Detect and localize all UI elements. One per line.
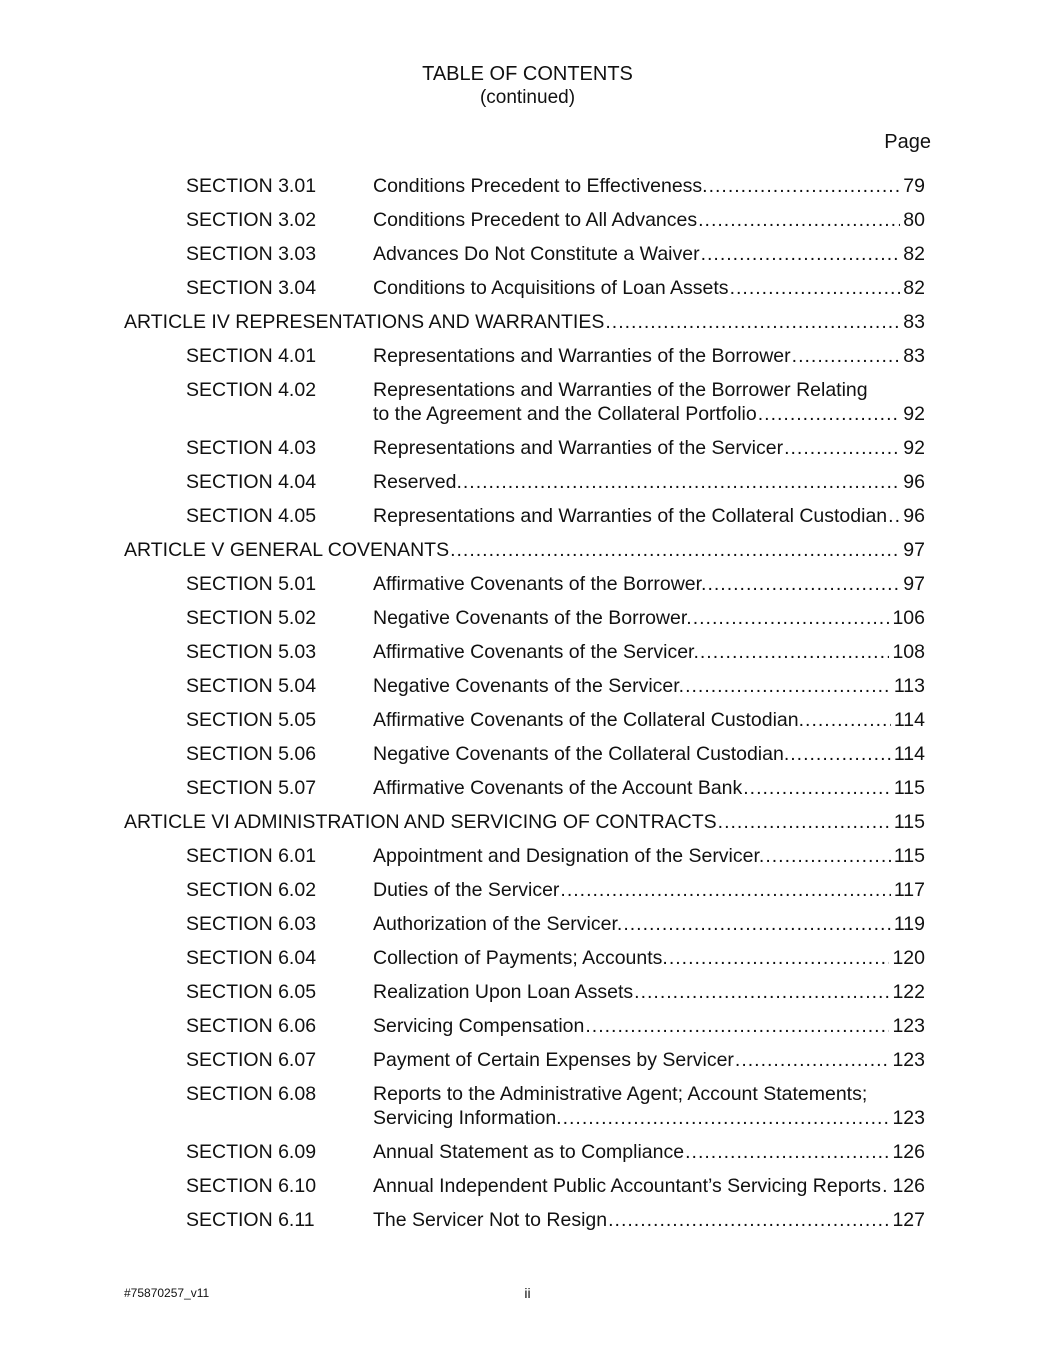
- section-number: SECTION 6.06: [186, 1015, 317, 1037]
- entry-title: [373, 208, 925, 232]
- section-number: SECTION 5.03: [186, 641, 317, 663]
- entry-page-number: 123: [892, 1049, 925, 1071]
- entry-page-number: 123: [892, 1107, 925, 1129]
- toc-section-entry[interactable]: [0, 174, 1055, 208]
- section-number: SECTION 4.03: [186, 437, 317, 459]
- entry-page-number: 96: [903, 505, 925, 527]
- toc-section-entry[interactable]: [0, 640, 1055, 674]
- section-number: SECTION 6.09: [186, 1141, 317, 1163]
- entry-title: [373, 1208, 925, 1232]
- dot-leader: [805, 708, 891, 732]
- toc-section-entry[interactable]: [0, 980, 1055, 1014]
- dot-leader: [707, 572, 900, 596]
- entry-title: [373, 674, 925, 698]
- entry-title: [373, 378, 925, 426]
- entry-title: [373, 470, 925, 494]
- entry-title-line: [373, 1082, 925, 1106]
- entry-title-text: Realization Upon Loan Assets: [373, 981, 634, 1003]
- entry-title-text: The Servicer Not to Resign: [373, 1209, 608, 1231]
- entry-title-text: Affirmative Covenants of the Account Bank: [373, 777, 743, 799]
- entry-title: [373, 1082, 925, 1130]
- entry-title-line: [373, 402, 925, 426]
- entry-title-text: Negative Covenants of the Servicer.: [373, 675, 685, 697]
- entry-title-text: Representations and Warranties of the Borrower: [373, 345, 791, 367]
- section-number: SECTION 5.05: [186, 709, 317, 731]
- entry-title-text: Collection of Payments; Accounts.: [373, 947, 668, 969]
- entry-page-number: 114: [893, 709, 925, 731]
- toc-list: [0, 174, 1055, 1242]
- entry-title-text: Representations and Warranties of the Borrower Relating: [373, 379, 868, 401]
- toc-section-entry[interactable]: [0, 1174, 1055, 1208]
- entry-title: [373, 980, 925, 1004]
- toc-section-entry[interactable]: [0, 242, 1055, 276]
- entry-page-number: 126: [892, 1141, 925, 1163]
- entry-title-text: Reports to the Administrative Agent; Account Statements;: [373, 1083, 868, 1105]
- entry-title-text: ARTICLE V GENERAL COVENANTS: [124, 539, 450, 561]
- entry-page-number: 92: [903, 403, 925, 425]
- entry-title-line: [373, 946, 925, 970]
- entry-page-number: 120: [892, 947, 925, 969]
- entry-title-line: [373, 1140, 925, 1164]
- entry-title-line: [373, 878, 925, 902]
- entry-title: [373, 504, 925, 528]
- entry-title: [373, 344, 925, 368]
- dot-leader: [608, 1208, 889, 1232]
- entry-page-number: 92: [903, 437, 925, 459]
- dot-leader: [585, 1014, 889, 1038]
- toc-section-entry[interactable]: [0, 344, 1055, 378]
- entry-title-line: [124, 538, 925, 562]
- dot-leader: [882, 1174, 889, 1198]
- section-number: SECTION 4.02: [186, 379, 317, 401]
- toc-article-entry[interactable]: [0, 310, 1055, 344]
- toc-title: TABLE OF CONTENTS: [422, 63, 633, 85]
- entry-title-line: [373, 436, 925, 460]
- entry-title-line: [373, 1106, 925, 1130]
- entry-title-text: Servicing Compensation: [373, 1015, 585, 1037]
- section-number: SECTION 3.04: [186, 277, 317, 299]
- section-number: SECTION 5.07: [186, 777, 317, 799]
- entry-page-number: 115: [893, 845, 925, 867]
- entry-title: [373, 946, 925, 970]
- section-number: SECTION 6.11: [186, 1209, 315, 1231]
- page-column-label: Page: [884, 131, 931, 153]
- entry-page-number: 106: [892, 607, 925, 629]
- section-number: SECTION 5.04: [186, 675, 317, 697]
- entry-title: [373, 708, 925, 732]
- entry-title: [373, 640, 925, 664]
- toc-section-entry[interactable]: [0, 436, 1055, 470]
- dot-leader: [792, 344, 901, 368]
- entry-title-line: [373, 640, 925, 664]
- entry-title-text: ARTICLE IV REPRESENTATIONS AND WARRANTIES: [124, 311, 605, 333]
- toc-section-entry[interactable]: [0, 572, 1055, 606]
- toc-section-entry[interactable]: [0, 674, 1055, 708]
- toc-section-entry[interactable]: [0, 776, 1055, 810]
- entry-title: [373, 606, 925, 630]
- entry-title: [124, 310, 925, 334]
- dot-leader: [634, 980, 889, 1004]
- entry-page-number: 79: [903, 175, 925, 197]
- dot-leader: [888, 504, 900, 528]
- toc-section-entry[interactable]: [0, 1014, 1055, 1048]
- entry-title-text: Servicing Information.: [373, 1107, 562, 1129]
- section-number: SECTION 4.01: [186, 345, 317, 367]
- entry-page-number: 82: [903, 243, 925, 265]
- entry-title-line: [373, 1048, 925, 1072]
- entry-page-number: 96: [903, 471, 925, 493]
- toc-section-entry[interactable]: [0, 844, 1055, 878]
- entry-page-number: 82: [903, 277, 925, 299]
- toc-section-entry[interactable]: [0, 504, 1055, 538]
- section-number: SECTION 6.04: [186, 947, 317, 969]
- dot-leader: [560, 878, 890, 902]
- dot-leader: [450, 538, 900, 562]
- entry-title-line: [373, 1014, 925, 1038]
- section-number: SECTION 4.05: [186, 505, 317, 527]
- entry-title-text: Conditions Precedent to All Advances: [373, 209, 698, 231]
- toc-section-entry[interactable]: [0, 946, 1055, 980]
- entry-page-number: 108: [892, 641, 925, 663]
- dot-leader: [765, 844, 891, 868]
- dot-leader: [758, 402, 901, 426]
- dot-leader: [790, 742, 891, 766]
- dot-leader: [743, 776, 891, 800]
- entry-title: [373, 1174, 925, 1198]
- section-number: SECTION 3.02: [186, 209, 317, 231]
- entry-title-text: Annual Independent Public Accountant’s Servicing Reports: [373, 1175, 882, 1197]
- section-number: SECTION 6.03: [186, 913, 317, 935]
- entry-title-line: [373, 470, 925, 494]
- dot-leader: [735, 1048, 890, 1072]
- entry-title: [373, 844, 925, 868]
- entry-title-text: Advances Do Not Constitute a Waiver: [373, 243, 700, 265]
- toc-section-entry[interactable]: [0, 1048, 1055, 1082]
- toc-section-entry[interactable]: [0, 470, 1055, 504]
- entry-title-line: [373, 1208, 925, 1232]
- section-number: SECTION 6.07: [186, 1049, 317, 1071]
- entry-page-number: 115: [893, 811, 925, 833]
- dot-leader: [701, 242, 901, 266]
- dot-leader: [685, 674, 891, 698]
- entry-page-number: 117: [893, 879, 925, 901]
- toc-section-entry[interactable]: [0, 912, 1055, 946]
- entry-title-text: Payment of Certain Expenses by Servicer: [373, 1049, 734, 1071]
- entry-title-line: [373, 242, 925, 266]
- toc-section-entry[interactable]: [0, 208, 1055, 242]
- entry-title: [373, 436, 925, 460]
- entry-title: [373, 174, 925, 198]
- section-number: SECTION 5.06: [186, 743, 317, 765]
- section-number: SECTION 6.10: [186, 1175, 317, 1197]
- entry-page-number: 83: [903, 311, 925, 333]
- dot-leader: [784, 436, 900, 460]
- entry-title: [373, 1140, 925, 1164]
- entry-title-line: [124, 810, 925, 834]
- entry-page-number: 113: [893, 675, 925, 697]
- entry-page-number: 119: [893, 913, 925, 935]
- entry-title-text: Annual Statement as to Compliance: [373, 1141, 685, 1163]
- toc-subtitle: (continued): [479, 87, 576, 108]
- toc-section-entry[interactable]: [0, 878, 1055, 912]
- section-number: SECTION 5.02: [186, 607, 317, 629]
- entry-title: [373, 572, 925, 596]
- toc-section-entry[interactable]: [0, 742, 1055, 776]
- entry-title: [124, 810, 925, 834]
- entry-title-line: [373, 912, 925, 936]
- toc-section-entry[interactable]: [0, 378, 1055, 436]
- document-id: #75870257_v11: [124, 1286, 210, 1300]
- entry-title-line: [373, 208, 925, 232]
- entry-title-text: Representations and Warranties of the Servicer: [373, 437, 784, 459]
- entry-title-line: [373, 1174, 925, 1198]
- entry-page-number: 97: [903, 539, 925, 561]
- dot-leader: [669, 946, 890, 970]
- dot-leader: [605, 310, 900, 334]
- dot-leader: [730, 276, 901, 300]
- entry-title-line: [373, 742, 925, 766]
- toc-section-entry[interactable]: [0, 606, 1055, 640]
- entry-title: [373, 242, 925, 266]
- entry-title: [373, 742, 925, 766]
- toc-section-entry[interactable]: [0, 1082, 1055, 1140]
- dot-leader: [709, 174, 901, 198]
- entry-title-line: [373, 776, 925, 800]
- dot-leader: [693, 606, 890, 630]
- entry-title-text: Negative Covenants of the Collateral Custodian.: [373, 743, 790, 765]
- entry-page-number: 97: [903, 573, 925, 595]
- toc-section-entry[interactable]: [0, 1140, 1055, 1174]
- entry-title: [124, 538, 925, 562]
- page-number: ii: [524, 1285, 531, 1301]
- toc-article-entry[interactable]: [0, 810, 1055, 844]
- entry-title-text: Representations and Warranties of the Collateral Custodian: [373, 505, 888, 527]
- entry-title-text: ARTICLE VI ADMINISTRATION AND SERVICING OF CONTRACTS: [124, 811, 717, 833]
- entry-title-line: [373, 572, 925, 596]
- entry-page-number: 83: [903, 345, 925, 367]
- dot-leader: [698, 208, 900, 232]
- section-number: SECTION 6.05: [186, 981, 317, 1003]
- dot-leader: [563, 1106, 890, 1130]
- toc-article-entry[interactable]: [0, 538, 1055, 572]
- entry-title: [373, 776, 925, 800]
- entry-title-line: [373, 708, 925, 732]
- entry-title-text: Authorization of the Servicer.: [373, 913, 623, 935]
- dot-leader: [463, 470, 900, 494]
- entry-page-number: 114: [893, 743, 925, 765]
- entry-title-line: [373, 174, 925, 198]
- dot-leader: [718, 810, 891, 834]
- entry-title-line: [373, 378, 925, 402]
- entry-page-number: 80: [903, 209, 925, 231]
- entry-title-line: [373, 276, 925, 300]
- toc-section-entry[interactable]: [0, 1208, 1055, 1242]
- section-number: SECTION 3.03: [186, 243, 317, 265]
- entry-title: [373, 1014, 925, 1038]
- entry-title-line: [373, 504, 925, 528]
- entry-title-text: Reserved.: [373, 471, 462, 493]
- entry-title-text: Affirmative Covenants of the Collateral Custodian.: [373, 709, 805, 731]
- section-number: SECTION 4.04: [186, 471, 317, 493]
- entry-title: [373, 276, 925, 300]
- entry-page-number: 122: [892, 981, 925, 1003]
- entry-title: [373, 1048, 925, 1072]
- entry-title-line: [373, 674, 925, 698]
- entry-title-text: Conditions to Acquisitions of Loan Assets: [373, 277, 729, 299]
- entry-title: [373, 878, 925, 902]
- entry-title-text: Affirmative Covenants of the Servicer.: [373, 641, 699, 663]
- entry-title-line: [373, 344, 925, 368]
- entry-title-line: [124, 310, 925, 334]
- entry-title-text: to the Agreement and the Collateral Portfolio: [373, 403, 757, 425]
- entry-title-text: Affirmative Covenants of the Borrower.: [373, 573, 707, 595]
- section-number: SECTION 3.01: [186, 175, 317, 197]
- section-number: SECTION 6.08: [186, 1083, 317, 1105]
- entry-page-number: 126: [892, 1175, 925, 1197]
- toc-section-entry[interactable]: [0, 708, 1055, 742]
- entry-title-line: [373, 980, 925, 1004]
- dot-leader: [685, 1140, 889, 1164]
- entry-page-number: 127: [892, 1209, 925, 1231]
- toc-section-entry[interactable]: [0, 276, 1055, 310]
- entry-page-number: 123: [892, 1015, 925, 1037]
- dot-leader: [700, 640, 890, 664]
- entry-title-line: [373, 606, 925, 630]
- entry-title-text: Negative Covenants of the Borrower.: [373, 607, 692, 629]
- entry-title-text: Conditions Precedent to Effectiveness.: [373, 175, 708, 197]
- entry-title-text: Duties of the Servicer: [373, 879, 560, 901]
- entry-title-line: [373, 844, 925, 868]
- dot-leader: [623, 912, 891, 936]
- entry-title: [373, 912, 925, 936]
- section-number: SECTION 6.02: [186, 879, 317, 901]
- entry-title-text: Appointment and Designation of the Servicer.: [373, 845, 765, 867]
- section-number: SECTION 6.01: [186, 845, 317, 867]
- entry-page-number: 115: [893, 777, 925, 799]
- section-number: SECTION 5.01: [186, 573, 317, 595]
